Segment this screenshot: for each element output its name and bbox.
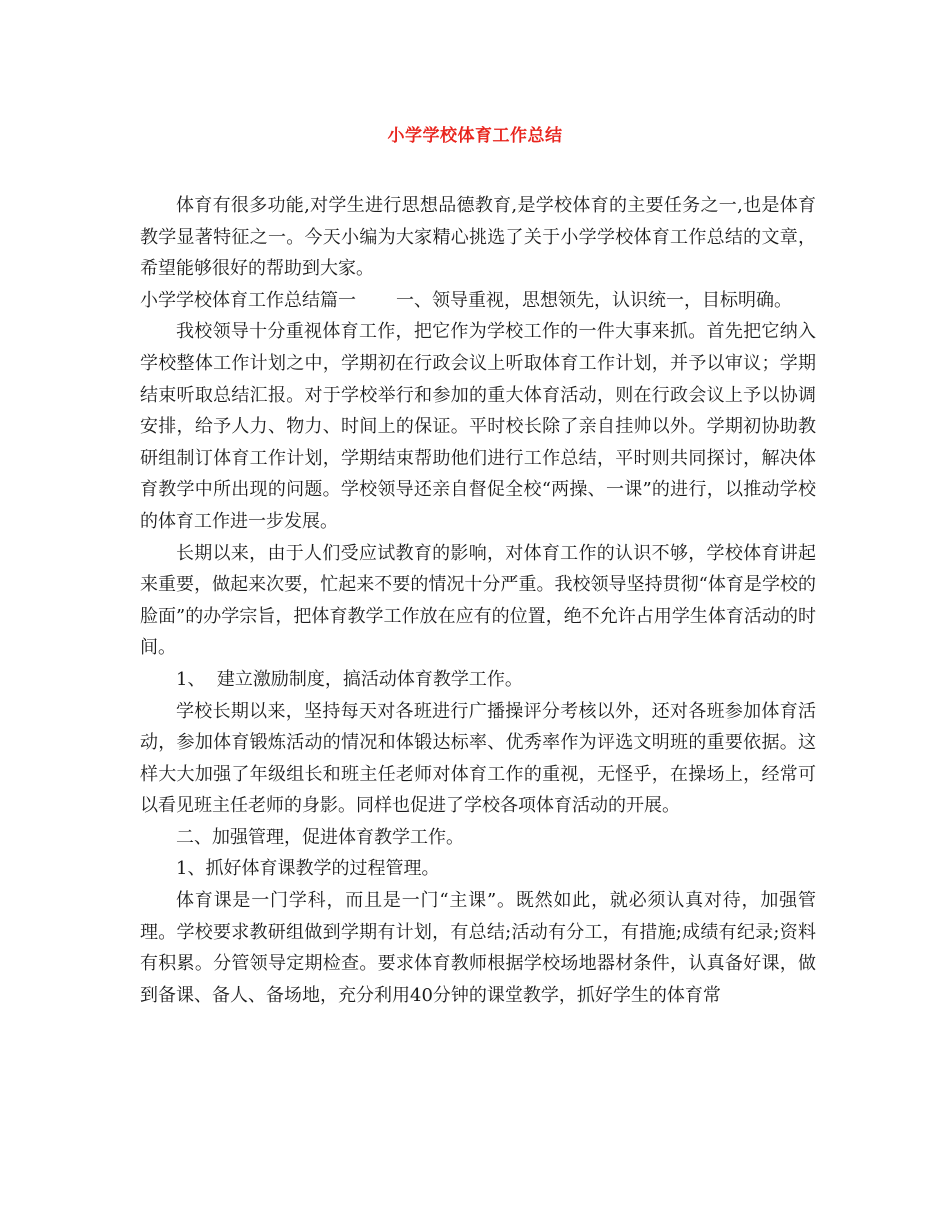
heading-incentive-system: 1、 建立激励制度，搞活动体育教学工作。 — [176, 668, 523, 690]
intro-paragraph: 体育有很多功能,对学生进行思想品德教育,是学校体育的主要任务之一,也是体育教学显著特征之一。今天小编为大家精心挑选了关于小学学校体育工作总结的文章，希望能够很好的帮助到大家。 — [140, 195, 816, 280]
paragraph-exam-influence: 长期以来，由于人们受应试教育的影响，对体育工作的认识不够，学校体育讲起来重要，做起来次要，忙起来不要的情况十分严重。我校领导坚持贯彻“体育是学校的脸面”的办学宗旨，把体育教学工作放在应有的位置，绝不允许占用学生体育活动的时间。 — [140, 542, 816, 659]
paragraph-pe-class: 体育课是一门学科，而且是一门“主课”。既然如此，就必须认真对待，加强管理。学校要求教研组做到学期有计划，有总结;活动有分工，有措施;成绩有纪录;资料有积累。分管领导定期检查。要求体育教师根据学校场地器材条件，认真备好课，做到备课、备人、备场地，充分利用40分钟的课堂教学，抓好学生的体育常 — [140, 890, 816, 1006]
section1-heading: 一、领导重视，思想领先，认识统一，目标明确。 — [396, 289, 792, 311]
document-title: 小学学校体育工作总结 — [387, 126, 563, 146]
document-body — [140, 190, 816, 1011]
paragraph-leadership: 我校领导十分重视体育工作，把它作为学校工作的一件大事来抓。首先把它纳入学校整体工作计划之中，学期初在行政会议上听取体育工作计划，并予以审议；学期结束听取总结汇报。对于学校举行和参加的重大体育活动，则在行政会议上予以协调安排，给予人力、物力、时间上的保证。平时校长除了亲自挂帅以外。学期初协助教研组制订体育工作计划，学期结束帮助他们进行工作总结，平时则共同探讨，解决体育教学中所出现的问题。学校领导还亲自督促全校“两操、一课”的进行，以推动学校的体育工作进一步发展。 — [140, 321, 816, 532]
section1-line — [140, 285, 816, 317]
heading-management: 二、加强管理，促进体育教学工作。 — [176, 826, 464, 848]
paragraph-incentive: 学校长期以来，坚持每天对各班进行广播操评分考核以外，还对各班参加体育活动，参加体育锻炼活动的情况和体锻达标率、优秀率作为评选文明班的重要依据。这样大大加强了年级组长和班主任老师对体育工作的重视，无怪乎，在操场上，经常可以看见班主任老师的身影。同样也促进了学校各项体育活动的开展。 — [140, 700, 816, 817]
section1-label: 小学学校体育工作总结篇一 — [140, 289, 356, 311]
heading-process-management: 1、抓好体育课教学的过程管理。 — [176, 858, 440, 880]
